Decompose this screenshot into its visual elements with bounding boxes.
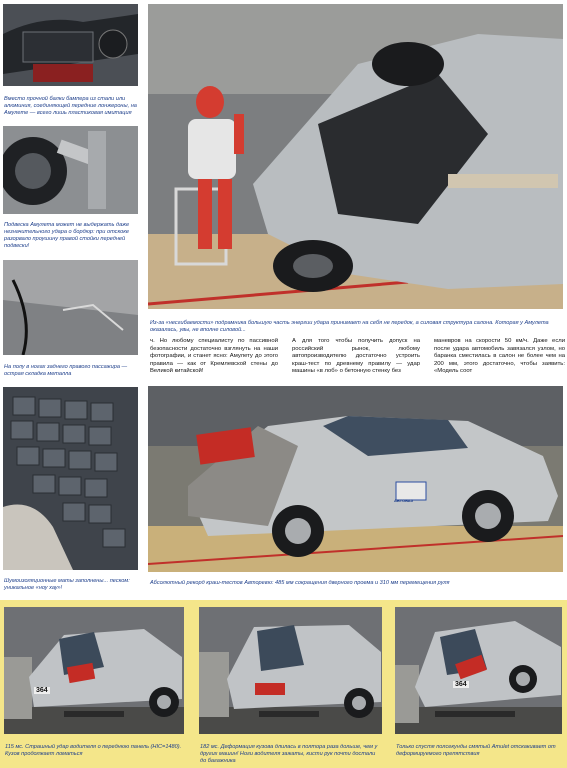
photo-sequence-3 <box>395 607 562 734</box>
caption-main-photo: Из-за «несгибаемости» подрамника большую часть энергии удара принимает на себя не передок, а силовая структура салона. Которая у Амулета оказалась, увы, не вполне силовой... <box>150 320 549 333</box>
caption-sequence-3: Только спустя полсекунды смятый Amulet отскакивает от деформируемого препятствия <box>396 744 556 757</box>
photo-record-crash <box>148 386 563 572</box>
photo-sound-mats <box>3 387 138 570</box>
photo-bumper <box>3 4 138 86</box>
caption-sequence-2: 182 мс. Деформация кузова длилась в полтора раза дольше, чем у других машин! Ноги водителя зажаты, кисти рук почти достали до багажника <box>200 744 378 764</box>
caption-record: Абсолютный рекорд краш-тестов Авторевю: 485 мм сокращения дверного проема и 310 мм перемещения руля <box>150 580 450 586</box>
photo-sequence-2 <box>199 607 382 734</box>
photo-sequence-1 <box>4 607 184 734</box>
article-column-1: ч. Но любому специалисту по пассивной безопасности достаточно взглянуть на наши фотографии, и станет ясно: Амулету до этого правила — как от Кремлевской стены до Великой китайской! <box>150 338 278 375</box>
caption-sound-mats: Шумоизоляционные маты заполнены... песком: уникальное «ноу хау»! <box>4 578 130 591</box>
caption-sequence-1: 115 мс. Страшный удар водителя о переднюю панель (HIC=1480). Кузов продолжает ломаться <box>5 744 182 757</box>
plate-text-main: АВТОВАЗ <box>394 498 414 503</box>
caption-rear-floor: На полу в ногах заднего правого пассажира — острая складка металла <box>4 364 128 377</box>
plate-seq-1: 364 <box>36 687 48 694</box>
photo-rear-floor <box>3 260 138 355</box>
article-column-2: А для того чтобы получить допуск на российский рынок, любому автопроизводителю достаточно устроить краш-тест по древнему правилу — удар машины «в лоб» о бетонную стенку без <box>292 338 420 375</box>
plate-seq-3: 364 <box>455 681 467 688</box>
photo-suspension <box>3 126 138 214</box>
article-column-3: маневров на скорости 50 км/ч. Даже если после удара автомобиль завязался узлом, но баранка сместилась в салон не более чем на 200 мм, этого достаточно, чтобы заявить: «Модель соот <box>434 338 565 375</box>
caption-bumper: Вместо прочной балки бампера из стали или алюминия, соединяющей передние лонжероны, на Амулете — всего лишь пластиковая имитация <box>4 96 137 116</box>
caption-suspension: Подвеска Амулета может не выдержать даже незначительного удара о бордюр: при отскоке разорвало проушину правой стойки передней подвески! <box>4 222 130 249</box>
photo-main-crash <box>148 4 563 309</box>
